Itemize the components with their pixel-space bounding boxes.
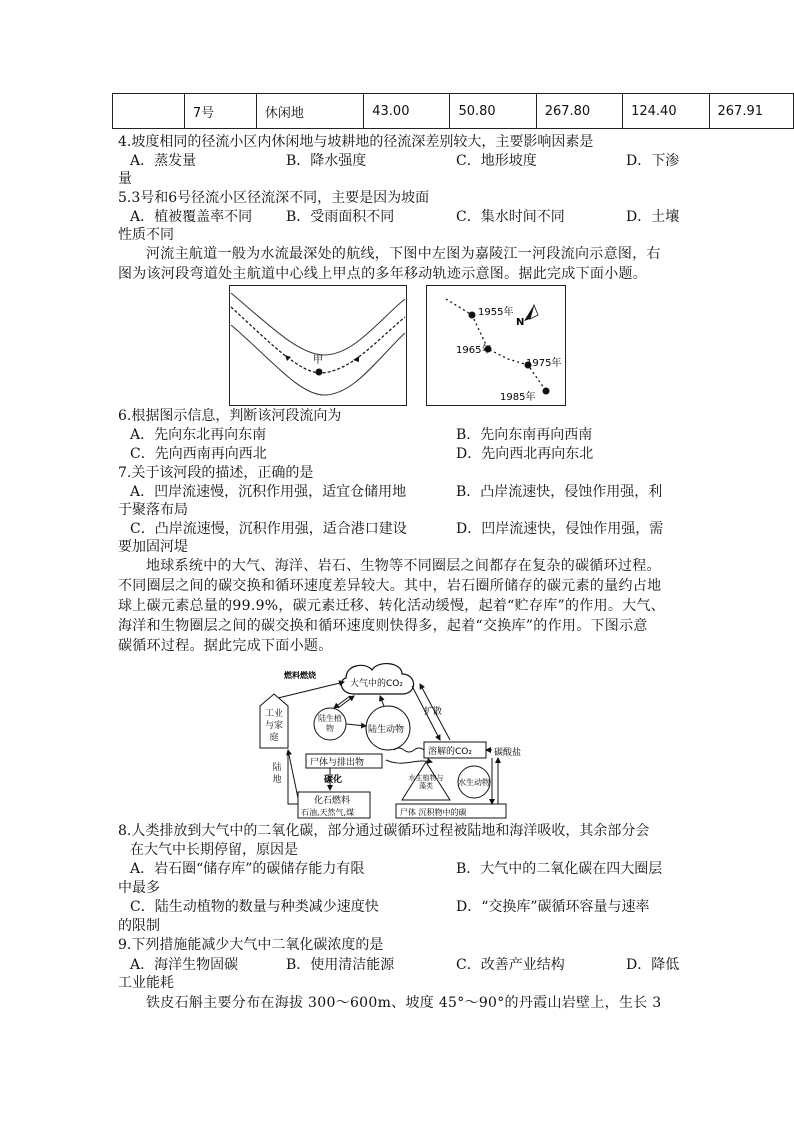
q8-option-c: C．陆生动植物的数量与种类减少速度快 (130, 899, 379, 915)
table-cell: 休闲地 (256, 94, 363, 129)
intro2-line4: 海洋和生物圈层之间的碳交换和循环速度则快得多，起着“交换库”的作用。下图示意 (118, 618, 648, 634)
q5-option-a: A．植被覆盖率不同 (130, 209, 253, 225)
intro3-line1: 铁皮石斛主要分布在海拔 300～600m、坡度 45°～90°的丹霞山岩壁上，生长 3 (146, 995, 662, 1011)
q7-option-d: D．凹岸流速快，侵蚀作用强，需 (456, 521, 664, 537)
q4-option-d: D．下渗 (626, 153, 680, 169)
table-cell: 50.80 (450, 94, 536, 129)
remains-label: 尸体与排出物 (310, 758, 365, 768)
year-1955-marker (469, 312, 476, 319)
year-1975-label: 1975年 (526, 358, 562, 369)
q7-option-b-cont: 于聚落布局 (118, 502, 188, 518)
carbon-cycle-figure (254, 658, 522, 820)
intro2-line1: 地球系统中的大气、海洋、岩石、生物等不同圈层之间都存在复杂的碳循环过程。 (146, 558, 661, 574)
table-cell (113, 94, 185, 129)
land-wrap (270, 762, 284, 798)
q5-option-d-cont: 性质不同 (118, 227, 174, 243)
plant-to-atmo-arrow (338, 696, 354, 708)
q4-stem: 4.坡度相同的径流小区内休闲地与坡耕地的径流深差别较大，主要影响因素是 (118, 134, 594, 150)
fuel-burn-arrow (278, 682, 344, 698)
intro2-line3: 球上碳元素总量的99.9%，碳元素迁移、转化活动缓慢，起着“贮存库”的作用。大气、 (118, 598, 666, 614)
atmo-to-plant-arrow (334, 696, 350, 708)
q7-option-a: A．凹岸流速慢，沉积作用强，适宜仓储用地 (130, 484, 407, 500)
runoff-table (112, 93, 794, 129)
q8-option-d-cont: 的限制 (118, 918, 160, 934)
q5-stem: 5.3号和6号径流小区径流深不同，主要是因为坡面 (118, 190, 430, 206)
q9-stem: 9.下列措施能减少大气中二氧化碳浓度的是 (118, 937, 384, 953)
table-cell: 267.80 (536, 94, 622, 129)
north-label: N (516, 317, 525, 328)
table-row (113, 94, 794, 129)
sediment-label: 尸体 沉积物中的碳 (400, 808, 467, 817)
table-cell: 43.00 (364, 94, 450, 129)
q7-stem: 7.关于该河段的描述，正确的是 (118, 465, 314, 481)
land-label: 陆地 (272, 763, 282, 785)
water-animal-label: 水生动物 (458, 778, 490, 787)
q6-option-a: A．先向东北再向东南 (130, 427, 267, 443)
diffuse-label: 扩散 (424, 707, 443, 717)
q5-option-b: B．受雨面积不同 (286, 209, 395, 225)
q7-option-d-cont: 要加固河堤 (118, 539, 188, 555)
dissolved-label: 溶解的CO₂ (428, 747, 472, 757)
atmo-label: 大气中的CO₂ (350, 679, 403, 689)
land-plant-wrap (316, 714, 344, 738)
land-outline (288, 754, 298, 804)
intro2-line5: 碳循环过程。据此完成下面小题。 (118, 638, 333, 654)
animal-to-atmo-arrow (380, 696, 384, 706)
carbonate-label: 碳酸盐 (494, 748, 522, 758)
fossil-label-1: 化石燃料 (314, 796, 351, 806)
point-jia-label: 甲 (313, 355, 323, 366)
q8-stem-cont: 在大气中长期停留，原因是 (130, 842, 298, 858)
q4-option-a: A．蒸发量 (130, 153, 197, 169)
q8-option-b-cont: 中最多 (118, 880, 160, 896)
intro1-line2: 图为该河段弯道处主航道中心线上甲点的多年移动轨迹示意图。据此完成下面小题。 (118, 266, 648, 282)
q9-option-b: B．使用清洁能源 (286, 957, 395, 973)
year-1985-label: 1985年 (500, 392, 536, 403)
water-plant-label: 水生植物与藻类 (408, 774, 444, 790)
intro2-line2: 不同圈层之间的碳交换和循环速度差异较大。其中，岩石圈所储存的碳元素的量约占地 (118, 578, 662, 594)
plant-to-animal-arrow (346, 724, 366, 726)
q9-option-c: C．改善产业结构 (456, 957, 565, 973)
fossil-to-industry-arrow (288, 750, 298, 798)
year-1965-label: 1965年 (456, 345, 492, 356)
q4-option-d-cont: 量 (118, 171, 132, 187)
table-cell: 124.40 (623, 94, 709, 129)
q8-option-d: D．“交换库”碳循环容量与速率 (456, 899, 650, 915)
q5-option-d: D．土壤 (626, 209, 680, 225)
q9-option-a: A．海洋生物固碳 (130, 957, 239, 973)
table-cell: 7号 (184, 94, 256, 129)
year-1955-label: 1955年 (478, 307, 514, 318)
q4-option-b: B．降水强度 (286, 153, 367, 169)
q5-option-c: C．集水时间不同 (456, 209, 565, 225)
intro1-line1: 河流主航道一般为水流最深处的航线，下图中左图为嘉陵江一河段流向示意图，右 (146, 246, 661, 262)
carbonize-label: 碳化 (324, 775, 343, 785)
year-1985-marker (543, 388, 550, 395)
q4-option-c: C．地形坡度 (456, 153, 537, 169)
q7-option-c: C．凸岸流速慢，沉积作用强，适合港口建设 (130, 521, 407, 537)
q6-stem: 6.根据图示信息，判断该河段流向为 (118, 408, 342, 424)
land-plant-label: 陆生植物 (318, 714, 342, 733)
q6-option-c: C．先向西南再向西北 (130, 446, 267, 462)
q9-option-d-cont: 工业能耗 (118, 975, 174, 991)
land-animal-label: 陆生动物 (368, 725, 405, 735)
q6-option-d: D．先向西北再向东北 (456, 446, 594, 462)
industry-label-wrap (261, 708, 287, 748)
water-plant-wrap (406, 774, 446, 802)
fuel-burn-label: 燃料燃烧 (284, 671, 316, 680)
fossil-label-2: 石油,天然气,煤 (301, 808, 355, 817)
q7-option-b: B．凸岸流速快，侵蚀作用强，利 (456, 484, 663, 500)
river-bend-figure (229, 285, 407, 406)
q8-stem: 8.人类排放到大气中的二氧化碳，部分通过碳循环过程被陆地和海洋吸收，其余部分会 (118, 823, 650, 839)
migration-figure (426, 285, 566, 406)
point-jia-marker (316, 369, 323, 376)
table-cell: 267.91 (709, 94, 794, 129)
q6-option-b: B．先向东南再向西南 (456, 427, 593, 443)
q8-option-b: B．大气中的二氧化碳在四大圈层 (456, 861, 663, 877)
q9-option-d: D．降低 (626, 957, 680, 973)
industry-label: 工业与家庭 (264, 709, 283, 743)
q8-option-a: A．岩石圈“储存库”的碳储存能力有限 (130, 861, 365, 877)
